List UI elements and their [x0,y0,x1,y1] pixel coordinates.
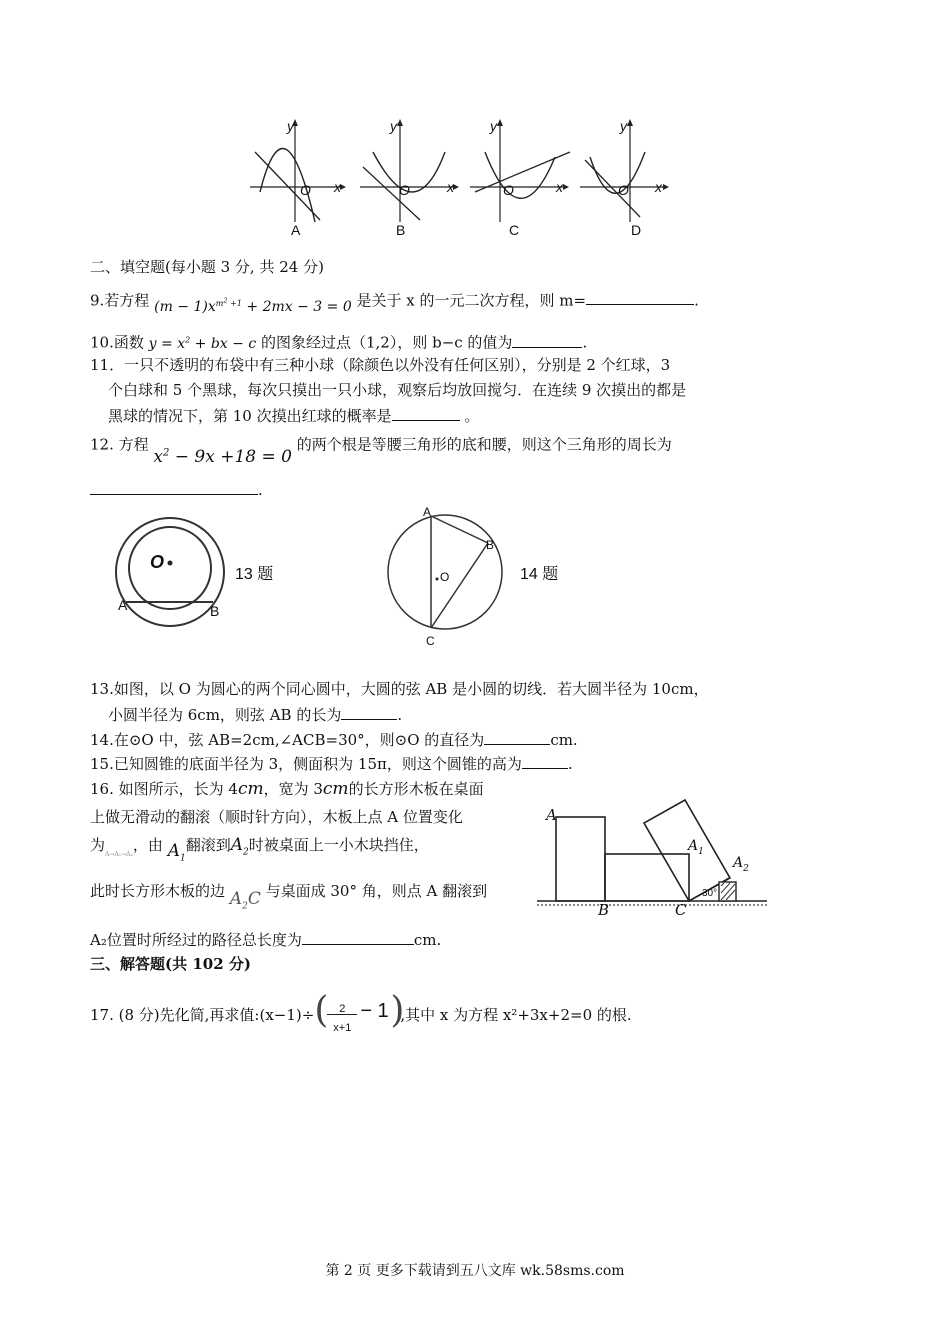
q16-line1 [90,778,484,800]
fig14-label-o: O [440,570,450,584]
q15-mid: ，则这个圆锥的高为 [386,755,522,773]
q16-line1a: 16. 如图所示，长为 4 [90,780,238,798]
fig16-label-a: A [546,806,557,824]
question-15 [90,753,573,775]
fig13-label-a: A [118,597,128,613]
graph-c [470,119,570,222]
q17-fraction-expression: ( 2 x+1 − 1 ) [314,990,405,1034]
fig16-angle-label: 30° [702,888,718,899]
q11-answer-blank[interactable] [392,405,460,421]
q13-end: . [397,706,403,724]
graph-y-label-b: y [390,118,397,134]
q9-prefix: 9.若方程 [90,291,150,310]
q16-line4 [90,880,488,912]
q16-line1b: ，宽为 3 [263,780,323,798]
q13-line2-text: 小圆半径为 6cm，则弦 AB 的长为 [108,706,342,724]
q9-suffix: 是关于 x 的一元二次方程，则 m= [356,291,587,310]
q9-answer-blank[interactable] [586,289,694,305]
fig13-center-dot [168,561,173,566]
q16-line4b: 与桌面成 30° 角，则点 A 翻滚到 [265,882,488,900]
q16-line3d: 时被桌面上一小木块挡住， [248,836,429,854]
fig14-caption: 14 题 [520,566,559,583]
graph-x-label-a: x [334,179,341,195]
q13-line2 [108,704,402,726]
q11-line3-text: 黑球的情况下，第 10 次摸出红球的概率是 [108,407,392,425]
q12-end: . [258,481,263,499]
graph-x-label-d: x [655,179,662,195]
q10-answer-blank[interactable] [512,332,582,348]
q17-suffix: ,其中 x 为方程 x²+3x+2=0 的根. [400,1006,632,1024]
fig16-board-tilted [644,800,730,901]
graph-origin-d: O [618,182,629,198]
q15-answer-blank[interactable] [522,753,568,769]
q16-line5 [90,929,441,951]
q10-function: $y = x^2$ + bx − c [148,335,257,352]
q16-point-a1: $A_1$ [167,841,186,864]
q12-suffix: 的两个根是等腰三角形的底和腰，则这个三角形的周长为 [296,435,672,454]
q16-line2: 上做无滑动的翻滚（顺时针方向），木板上点 A 位置变化 [90,808,463,826]
fig14-label-b: B [486,538,495,552]
section3-title: 三、解答题(共 102 分) [90,955,251,973]
graph-y-label-d: y [620,118,627,134]
graph-origin-a: O [300,182,311,198]
q14-end: cm. [550,731,578,749]
q11-line2: 个白球和 5 个黑球，每次只摸出一只小球，观察后均放回搅匀．在连续 9 次摸出的都是 [108,381,687,399]
question-12 [90,430,672,467]
q11-line1: 11．一只不透明的布袋中有三种小球（除颜色以外没有任何区别），分别是 2 个红球，3 [90,356,671,374]
graph-options [245,112,675,242]
q16-line5-text: A₂位置时所经过的路径总长度为 [90,931,302,949]
q16-point-a2: $A_2$ [230,835,249,858]
q10-prefix: 10.函数 [90,333,144,352]
section2-title: 二、填空题(每小题 3 分, 共 24 分) [90,258,324,276]
q13-answer-blank[interactable] [341,704,397,720]
graph-y-label-c: y [490,118,497,134]
q10-end: . [582,333,588,352]
q16-end: cm. [413,931,442,949]
q16-unit-1: cm [237,779,264,799]
graph-y-label-a: y [287,118,294,134]
q16-line1c: 的长方形木板在桌面 [348,780,484,798]
q11-line3 [108,405,479,427]
q16-line3 [90,834,429,866]
fig13-caption: 13 题 [235,566,274,583]
graph-b [360,119,459,222]
q14-answer-blank[interactable] [484,729,550,745]
fig14-chord-bc [431,543,488,628]
q16-answer-blank[interactable] [302,929,414,945]
question-14 [90,729,578,751]
fig14-center-dot [436,578,439,581]
fig16-board-rolled [605,854,689,901]
q9-equation: $(m - 1)x^{m^2 +1} + 2mx - 3 = 0$ [154,296,352,316]
question-10 [90,329,587,355]
q14-text: 14.在⊙O 中，弦 AB=2cm,∠ACB=30°，则⊙O 的直径为 [90,731,485,749]
graph-d [580,119,669,222]
fig16-label-b: B [598,901,610,919]
fig16-label-a1: $A_1$ [688,838,704,857]
graph-origin-b: O [399,182,410,198]
fig14-chord-ab [431,516,488,543]
graph-label-c: C [509,222,520,238]
question-17 [90,990,632,1035]
q16-line3b: ，由 [132,836,163,854]
q15-pi: π [377,755,387,773]
q9-end: . [694,291,699,310]
page-footer: 第 2 页 更多下载请到五八文库 wk.58sms.com [325,1263,625,1279]
q11-end: 。 [464,407,480,425]
graph-a [250,119,346,222]
fig16-label-a2: $A_2$ [733,855,749,874]
fig13-inner-circle [129,527,211,609]
q12-answer-line [90,479,263,501]
graph-x-label-c: x [556,179,563,195]
fig16-label-c: C [675,901,687,919]
q13-line1: 13.如图，以 O 为圆心的两个同心圆中，大圆的弦 AB 是小圆的切线．若大圆半径为 10cm， [90,680,709,698]
q10-suffix: 的图象经过点（1,2），则 b−c 的值为 [260,333,513,352]
q16-unit-2: cm [322,779,349,799]
graph-origin-c: O [503,182,514,198]
q15-text: 15.已知圆锥的底面半径为 3，侧面积为 15 [90,755,378,773]
q12-answer-blank[interactable] [90,479,258,495]
q16-line4a: 此时长方形木板的边 [90,882,226,900]
graph-label-d: D [631,222,642,238]
fig13-label-b: B [210,603,220,619]
q16-path-sequence: A→A₁→A₂ [105,851,133,858]
graph-label-b: B [396,222,406,238]
q16-edge-a2c: $A_2C$ [229,889,261,912]
q17-prefix: 17. (8 分)先化简,再求值:(x−1)÷ [90,1006,315,1024]
q16-line3c: 翻滚到 [185,836,231,854]
q12-equation: $x^2 - 9x +18 = 0$ [153,446,292,467]
question-9 [90,283,699,316]
fig14-label-c: C [426,634,435,648]
fig14-label-a: A [423,505,432,519]
q15-end: . [567,755,573,773]
fig16-board-initial [556,817,605,901]
q12-prefix: 12. 方程 [90,435,149,454]
fig13-center-label: O [150,552,165,572]
graph-label-a: A [291,222,301,238]
graph-x-label-b: x [447,179,454,195]
q16-line3a: 为 [90,836,106,854]
figure-13 [108,510,238,640]
